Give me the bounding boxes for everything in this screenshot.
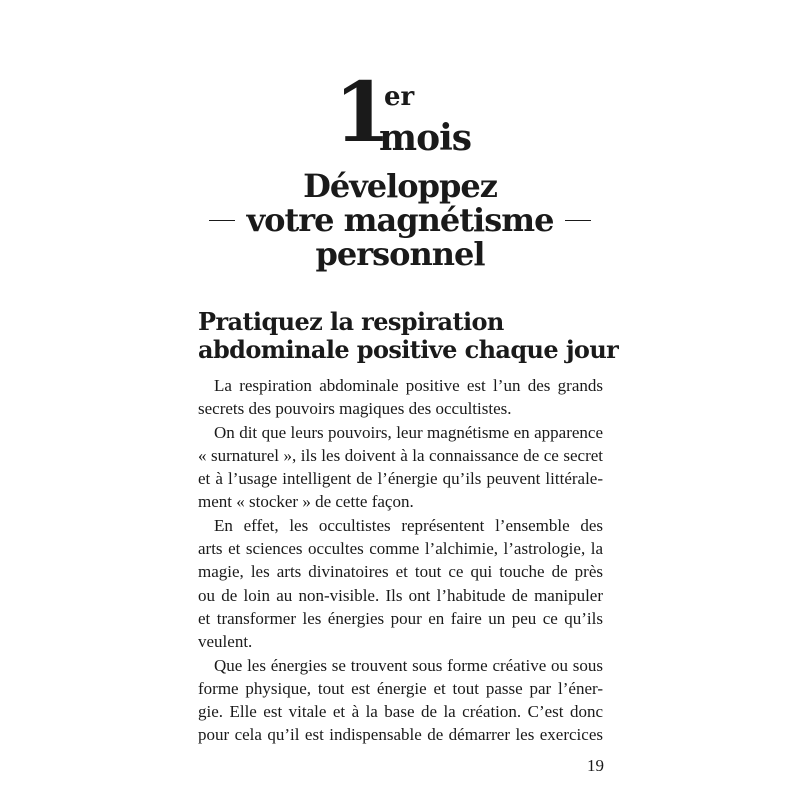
chapter-number-suffix: er bbox=[384, 82, 415, 112]
body-text bbox=[198, 374, 603, 747]
page-number: 19 bbox=[587, 756, 604, 775]
chapter-title-line-3 bbox=[0, 236, 800, 272]
chapter-month-label bbox=[334, 65, 494, 161]
body-line: Que les énergies se trouvent sous forme créative ou sous bbox=[214, 655, 603, 675]
chapter-unit: mois bbox=[379, 117, 472, 159]
body-line: et transformer les énergies pour en faire un peu ce qu’ils bbox=[198, 608, 603, 628]
body-line: forme physique, tout est énergie et tout passe par l’éner- bbox=[198, 678, 603, 698]
chapter-title-line-1 bbox=[0, 168, 800, 204]
body-line: ou de loin au non-visible. Ils ont l’habitude de manipuler bbox=[198, 585, 603, 605]
section-heading-line-1: Pratiquez la respiration bbox=[198, 307, 504, 336]
body-line: arts et sciences occultes comme l’alchimie, l’astrologie, la bbox=[198, 539, 603, 559]
chapter-title-text-2: votre magnétisme bbox=[246, 201, 554, 239]
chapter-title-line-2 bbox=[0, 202, 800, 238]
title-rule-right bbox=[565, 220, 591, 221]
body-line: magie, les arts divinatoires et tout ce qui touche de près bbox=[198, 562, 603, 582]
body-line: On dit que leurs pouvoirs, leur magnétisme en apparence bbox=[214, 422, 603, 442]
body-line: ment « stocker » de cette façon. bbox=[198, 492, 414, 512]
section-heading-line-2: abdominale positive chaque jour bbox=[198, 335, 619, 364]
chapter-title-text-1: Développez bbox=[303, 167, 497, 205]
body-line: En effet, les occultistes représentent l’ensemble des bbox=[214, 515, 603, 535]
body-line: secrets des pouvoirs magiques des occultistes. bbox=[198, 399, 512, 419]
section-heading bbox=[198, 308, 618, 364]
chapter-number: 1 bbox=[334, 65, 390, 161]
title-rule-left bbox=[209, 220, 235, 221]
body-line: gie. Elle est vitale et à la base de la création. C’est donc bbox=[198, 702, 603, 722]
body-line: veulent. bbox=[198, 632, 253, 652]
body-line: « surnaturel », ils les doivent à la connaissance de ce secret bbox=[198, 445, 603, 465]
chapter-title-text-3: personnel bbox=[315, 235, 485, 273]
body-line: pour cela qu’il est indispensable de démarrer les exercices bbox=[198, 725, 603, 745]
body-line: La respiration abdominale positive est l’un des grands bbox=[214, 376, 603, 395]
body-line: et à l’usage intelligent de l’énergie qu’ils peuvent littérale- bbox=[198, 469, 603, 489]
